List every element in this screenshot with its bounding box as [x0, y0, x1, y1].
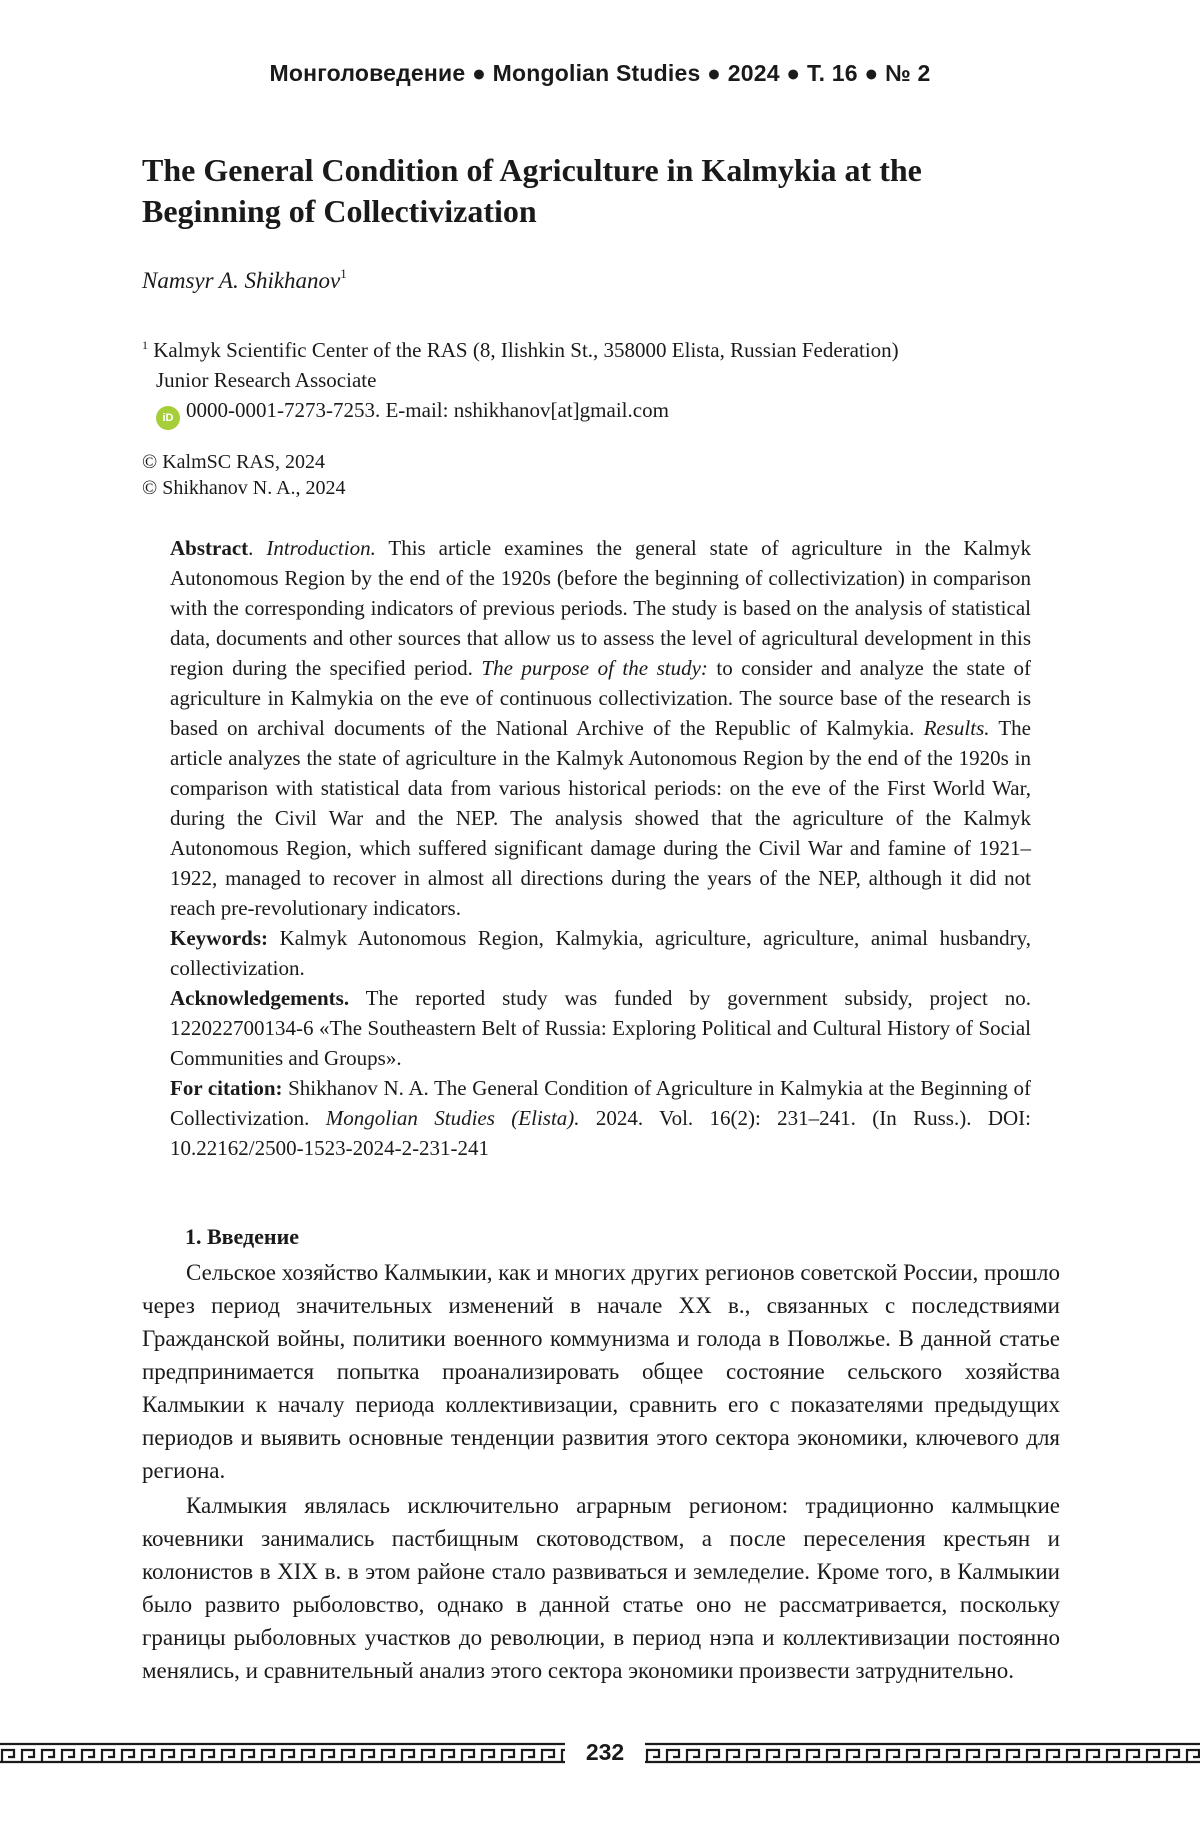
section-heading: 1. Введение	[185, 1224, 300, 1249]
author-superscript: 1	[340, 266, 347, 281]
copyright-block	[142, 449, 346, 501]
abstract-purpose-label: The purpose of the study:	[481, 656, 708, 680]
author-line	[142, 266, 347, 294]
acknowledgements-label: Acknowledgements.	[170, 986, 350, 1010]
abstract-label: Abstract	[170, 536, 249, 560]
affiliation-text: Kalmyk Scientific Center of the RAS (8, Ilishkin St., 358000 Elista, Russian Federation)	[153, 338, 899, 362]
orcid-line	[142, 395, 1072, 430]
citation-journal: Mongolian Studies (Elista).	[325, 1106, 580, 1130]
meander-border-right	[645, 1738, 1200, 1768]
article-title: The General Condition of Agriculture in Kalmykia at the Beginning of Collectivization	[142, 152, 922, 229]
page-footer	[0, 1738, 1200, 1768]
abstract-results-text: The article analyzes the state of agriculture in the Kalmyk Autonomous Region by the end of the 1920s in comparison with statistical data from various historical periods: on the eve of the First World War, during the Civil War and the NEP. The analysis showed that the agriculture of the Kalmyk Autonomous Region, which suffered significant damage during the Civil War and famine of 1921–1922, managed to recover in almost all directions during the years of the NEP, although it did not reach pre-revolutionary indicators.	[170, 716, 1031, 920]
author-name: Namsyr A. Shikhanov	[142, 268, 341, 293]
abstract-block	[170, 533, 1031, 1163]
keywords-paragraph	[170, 923, 1031, 983]
affiliation-block	[142, 330, 1072, 430]
keywords-label: Keywords:	[170, 926, 268, 950]
abstract-intro-label: Introduction.	[266, 536, 376, 560]
orcid-icon[interactable]: iD	[156, 406, 180, 430]
orcid-email-text: 0000-0001-7273-7253. E-mail: nshikhanov[at]gmail.com	[186, 398, 669, 422]
author-position: Junior Research Associate	[156, 368, 377, 392]
acknowledgements-text: The reported study was funded by government subsidy, project no. 122022700134-6 «The Southeastern Belt of Russia: Exploring Political and Cultural History of Social Communities and Groups».	[170, 986, 1031, 1070]
abstract-paragraph: Abstract. Introduction. This article examines the general state of agriculture in the Kalmyk Autonomous Region by the end of the 1920s (before the beginning of collectivization) in comparison with the corresponding indicators of previous periods. The study is based on the analysis of statistical data, documents and other sources that allow us to assess the level of agricultural development in this region during the specified period. The purpose of the study: to consider and analyze the state of agriculture in Kalmykia on the eve of continuous collectivization. The source base of the research is based on archival documents of the National Archive of the Republic of Kalmykia. Results. The article analyzes the state of agriculture in the Kalmyk Autonomous Region by the end of the 1920s in comparison with statistical data from various historical periods: on the eve of the First World War, during the Civil War and the NEP. The analysis showed that the agriculture of the Kalmyk Autonomous Region, which suffered significant damage during the Civil War and famine of 1921–1922, managed to recover in almost all directions during the years of the NEP, although it did not reach pre-revolutionary indicators.	[170, 536, 1032, 920]
abstract-results-label: Results.	[923, 716, 990, 740]
copyright-author: © Shikhanov N. A., 2024	[142, 477, 346, 499]
citation-paragraph	[170, 1073, 1031, 1163]
body-paragraph-2: Калмыкия являлась исключительно аграрным регионом: традиционно калмыцкие кочевники занимались пастбищным скотоводством, а после переселения крестьян и колонистов в XIX в. в этом районе стало развиваться и земледелие. Кроме того, в Калмыкии было развито рыболовство, однако в данной статье оно не рассматривается, поскольку границы рыболовных участков до революции, в период нэпа и коллективизации постоянно менялись, и сравнительный анализ этого сектора экономики произвести затруднительно.	[142, 1493, 1060, 1683]
citation-text-2: 2024. Vol. 16(2): 231–241. (In Russ.). DOI: 10.22162/2500-1523-2024-2-231-241	[170, 1106, 1031, 1160]
citation-text-1: Shikhanov N. A. The General Condition of Agriculture in Kalmykia at the Beginning of Collectivization.	[170, 1076, 1032, 1130]
affiliation-line	[142, 330, 1072, 365]
keywords-text: Kalmyk Autonomous Region, Kalmykia, agriculture, agriculture, animal husbandry, collectivization.	[170, 926, 1031, 980]
citation-label: For citation:	[170, 1076, 283, 1100]
body-text	[142, 1256, 1060, 1689]
affiliation-superscript: 1	[142, 338, 148, 352]
running-header: Монголоведение ● Mongolian Studies ● 2024 ● Т. 16 ● № 2	[269, 60, 931, 86]
page-number: 232	[585, 1739, 625, 1765]
meander-border-left	[0, 1738, 565, 1768]
body-paragraph-1: Сельское хозяйство Калмыкии, как и многих других регионов советской России, прошло через период значительных изменений в начале XX в., связанных с последствиями Гражданской войны, политики военного коммунизма и голода в Поволжье. В данной статье предпринимается попытка проанализировать общее состояние сельского хозяйства Калмыкии к началу периода коллективизации, сравнить его с показателями предыдущих периодов и выявить основные тенденции развития этого сектора экономики, ключевого для региона.	[142, 1260, 1060, 1483]
acknowledgements-paragraph	[170, 983, 1031, 1073]
abstract-intro-text: This article examines the general state of agriculture in the Kalmyk Autonomous Region by the end of the 1920s (before the beginning of collectivization) in comparison with the corresponding indicators of previous periods. The study is based on the analysis of statistical data, documents and other sources that allow us to assess the level of agricultural development in this region during the specified period.	[170, 536, 1031, 680]
copyright-institution: © KalmSC RAS, 2024	[142, 451, 325, 473]
abstract-purpose-text: to consider and analyze the state of agriculture in Kalmykia on the eve of continuous collectivization. The source base of the research is based on archival documents of the National Archive of the Republic of Kalmykia.	[170, 656, 1032, 740]
